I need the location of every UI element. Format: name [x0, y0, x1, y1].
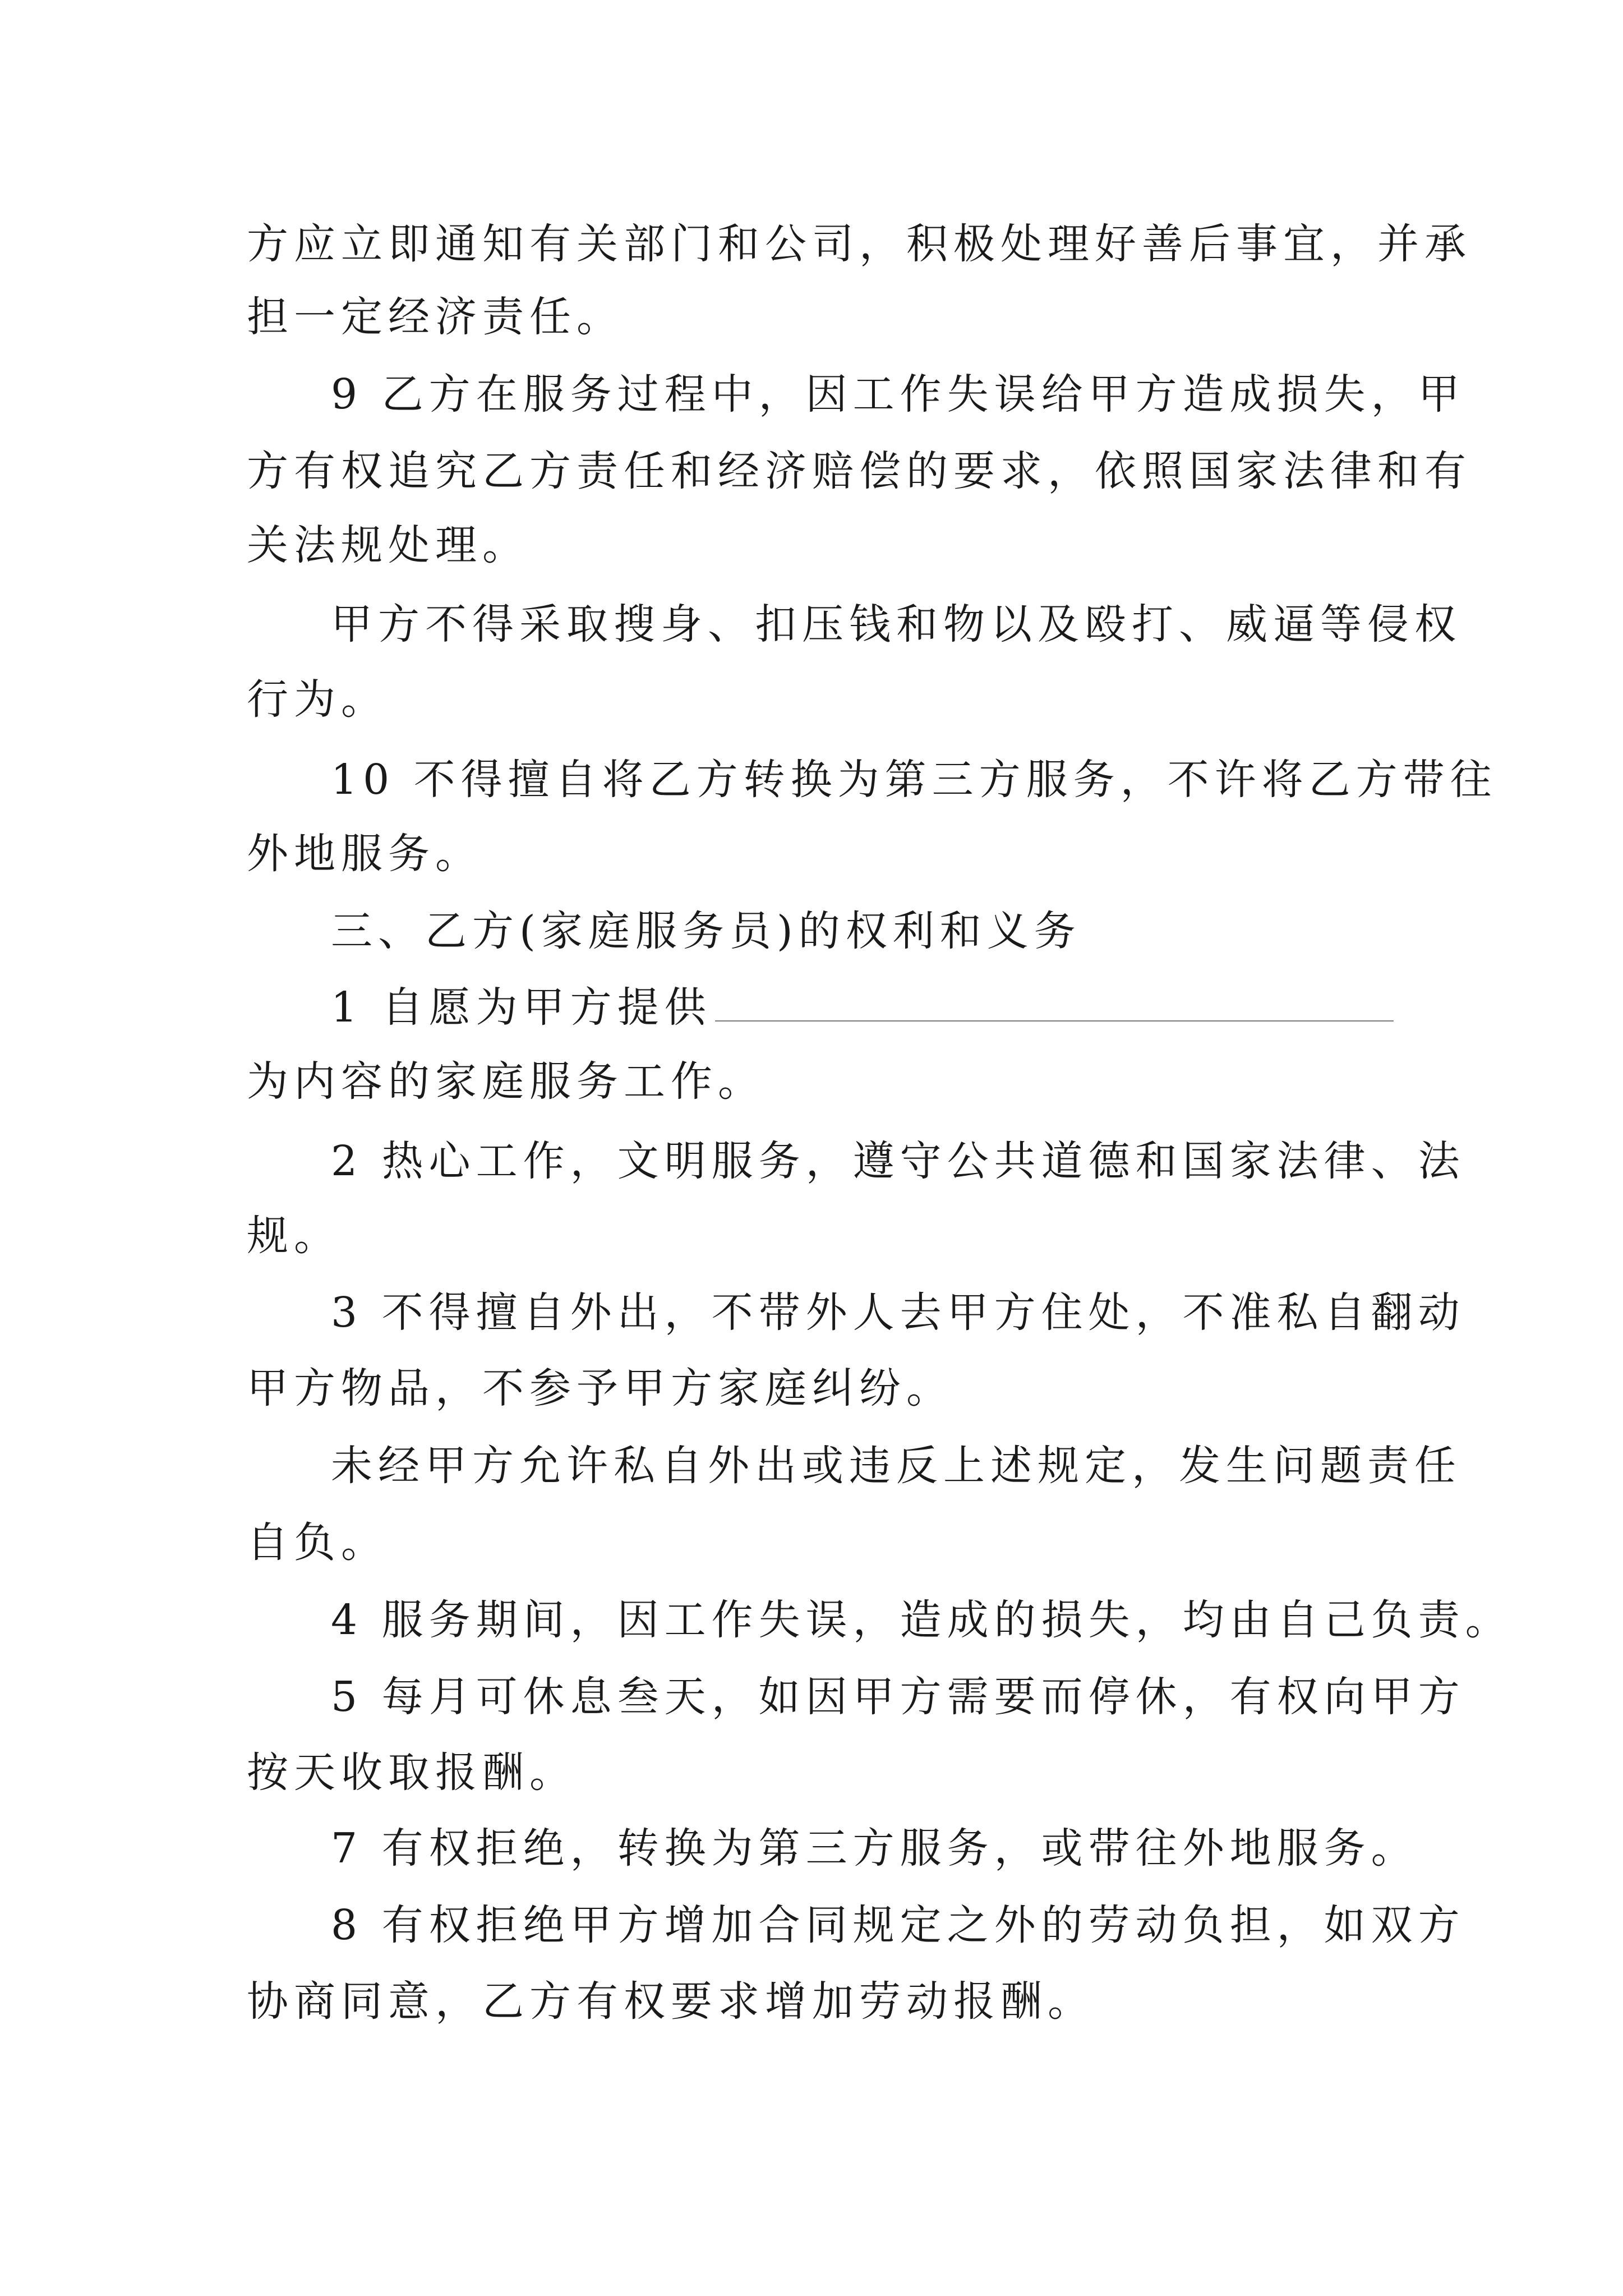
blank-underline[interactable] — [715, 979, 1394, 1022]
text-line: 协商同意，乙方有权要求增加劳动报酬。 — [247, 1977, 1095, 2026]
text-line: 4 服务期间，因工作失误，造成的损失，均由自己负责。 — [331, 1596, 1513, 1644]
text-line: 7 有权拒绝，转换为第三方服务，或带往外地服务。 — [331, 1824, 1418, 1872]
text-line: 甲方物品，不参予甲方家庭纠纷。 — [247, 1364, 953, 1412]
text-line: 规。 — [247, 1212, 341, 1260]
text-line: 未经甲方允许私自外出或违反上述规定，发生问题责任 — [331, 1442, 1461, 1490]
text-line: 担一定经济责任。 — [247, 293, 624, 341]
text-line: 甲方不得采取搜身、扣压钱和物以及殴打、威逼等侵权 — [331, 600, 1461, 648]
text-line: 方应立即通知有关部门和公司，积极处理好善后事宜，并承 — [247, 220, 1472, 268]
text-line: 为内容的家庭服务工作。 — [247, 1057, 765, 1106]
text-line: 10 不得擅自将乙方转换为第三方服务，不许将乙方带往 — [331, 756, 1497, 804]
text-line: 外地服务。 — [247, 830, 482, 878]
text-line: 8 有权拒绝甲方增加合同规定之外的劳动负担，如双方 — [331, 1901, 1465, 1949]
section-heading: 三、乙方(家庭服务员)的权利和义务 — [331, 907, 1081, 955]
text-line: 5 每月可休息叁天，如因甲方需要而停休，有权向甲方 — [331, 1673, 1465, 1721]
text-line: 方有权追究乙方责任和经济赔偿的要求，依照国家法律和有 — [247, 447, 1472, 495]
text-line: 自负。 — [247, 1519, 388, 1567]
text-line: 1 自愿为甲方提供 — [331, 983, 712, 1032]
text-line: 关法规处理。 — [247, 521, 529, 569]
fill-in-line — [331, 979, 1394, 1036]
text-line: 行为。 — [247, 675, 388, 724]
text-line: 3 不得擅自外出，不带外人去甲方住处，不准私自翻动 — [331, 1289, 1465, 1337]
text-line: 9 乙方在服务过程中，因工作失误给甲方造成损失，甲 — [331, 370, 1465, 418]
text-line: 2 热心工作，文明服务，遵守公共道德和国家法律、法 — [331, 1137, 1465, 1185]
text-line: 按天收取报酬。 — [247, 1749, 577, 1797]
